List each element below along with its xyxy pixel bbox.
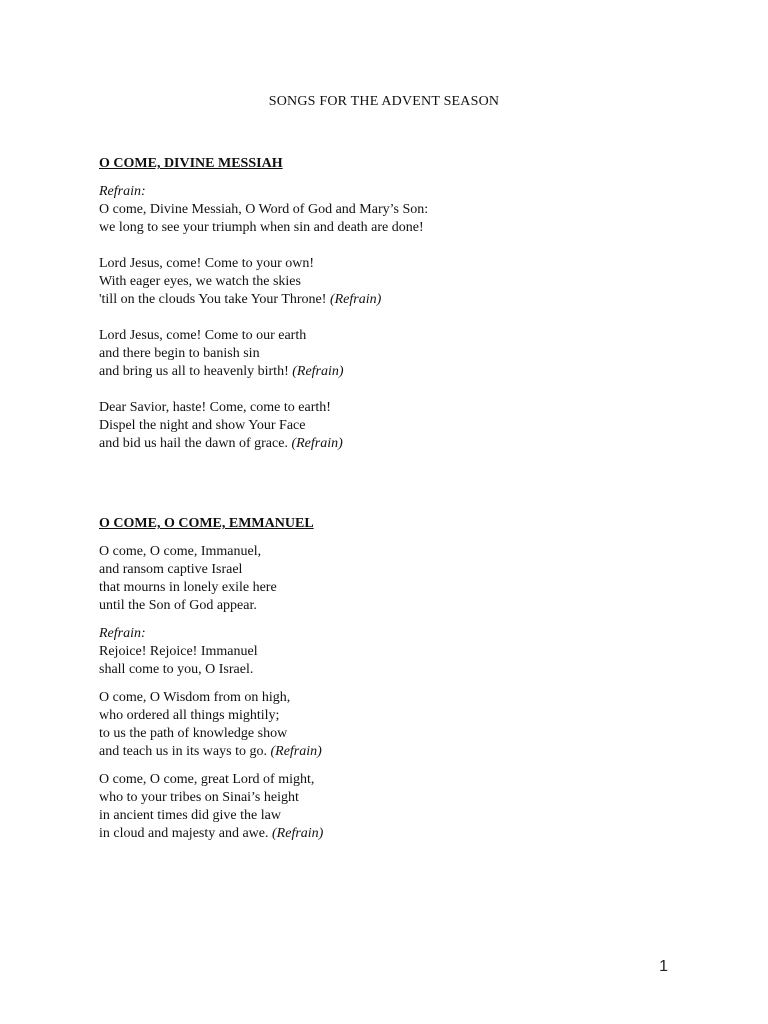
lyric-line (99, 291, 659, 309)
lyric-text: O come, O Wisdom from on high, (99, 690, 291, 705)
song-emmanuel (99, 515, 659, 853)
lyric-text: and teach us in its ways to go. (99, 744, 271, 759)
song-stanzas (99, 543, 659, 843)
lyric-text: that mourns in lonely exile here (99, 580, 277, 595)
stanza (99, 543, 659, 615)
lyric-line (99, 255, 659, 273)
lyric-text: Lord Jesus, come! Come to our earth (99, 328, 307, 343)
document-title: SONGS FOR THE ADVENT SEASON (268, 94, 500, 109)
refrain-tag: (Refrain) (292, 364, 344, 379)
lyric-line (99, 579, 659, 597)
lyric-line (99, 743, 659, 761)
lyric-line (99, 399, 659, 417)
page-number: 1 (659, 958, 668, 975)
refrain-tag: (Refrain) (329, 292, 382, 307)
lyric-line (99, 689, 659, 707)
lyric-text: in ancient times did give the law (99, 808, 281, 823)
stanza (99, 689, 659, 761)
song-title: O COME, O COME, EMMANUEL (99, 516, 314, 531)
lyric-line (99, 561, 659, 579)
lyric-line (99, 417, 659, 435)
refrain-label: Refrain: (99, 184, 146, 199)
song-stanzas (99, 183, 659, 453)
lyric-text: and ransom captive Israel (99, 562, 243, 577)
stanza (99, 399, 659, 453)
refrain-tag: (Refrain) (270, 744, 322, 759)
refrain-label: Refrain: (99, 626, 146, 641)
lyric-line (99, 363, 659, 381)
stanza (99, 327, 659, 381)
lyric-text: and bid us hail the dawn of grace. (99, 436, 292, 451)
lyric-text: O come, O come, Immanuel, (99, 544, 262, 559)
lyric-line (99, 661, 659, 679)
lyric-text: who ordered all things mightily; (99, 708, 280, 723)
lyric-text: who to your tribes on Sinai’s height (99, 790, 299, 805)
lyric-line (99, 771, 659, 789)
lyric-line (99, 597, 659, 615)
lyric-line (99, 219, 659, 237)
lyric-text: Lord Jesus, come! Come to your own! (99, 256, 315, 271)
lyric-line (99, 825, 659, 843)
lyric-line (99, 327, 659, 345)
refrain-tag: (Refrain) (272, 826, 324, 841)
lyric-text: until the Son of God appear. (99, 598, 257, 613)
lyric-line (99, 725, 659, 743)
lyric-line (99, 807, 659, 825)
lyric-text: we long to see your triumph when sin and death are done! (99, 220, 424, 235)
stanza (99, 183, 659, 237)
lyric-text: and there begin to banish sin (99, 346, 260, 361)
stanza (99, 625, 659, 679)
refrain-tag: (Refrain) (291, 436, 343, 451)
lyric-text: 'till on the clouds You take Your Throne! (99, 292, 330, 307)
lyric-line (99, 435, 659, 453)
lyric-text: With eager eyes, we watch the skies (99, 274, 301, 289)
lyric-text: in cloud and majesty and awe. (99, 826, 273, 841)
lyric-text: O come, O come, great Lord of might, (99, 772, 315, 787)
lyric-text: Dear Savior, haste! Come, come to earth! (99, 400, 331, 415)
stanza (99, 771, 659, 843)
lyric-line (99, 643, 659, 661)
lyric-line (99, 789, 659, 807)
lyric-text: and bring us all to heavenly birth! (99, 364, 293, 379)
stanza (99, 255, 659, 309)
song-divine-messiah (99, 155, 659, 471)
song-title: O COME, DIVINE MESSIAH (99, 156, 283, 171)
lyric-text: O come, Divine Messiah, O Word of God and Mary’s Son: (99, 202, 429, 217)
lyric-line (99, 273, 659, 291)
lyric-text: Dispel the night and show Your Face (99, 418, 306, 433)
lyric-line (99, 543, 659, 561)
lyric-line (99, 201, 659, 219)
lyric-line (99, 707, 659, 725)
lyric-text: Rejoice! Rejoice! Immanuel (99, 644, 258, 659)
lyric-text: shall come to you, O Israel. (99, 662, 254, 677)
lyric-line (99, 345, 659, 363)
lyric-text: to us the path of knowledge show (99, 726, 288, 741)
